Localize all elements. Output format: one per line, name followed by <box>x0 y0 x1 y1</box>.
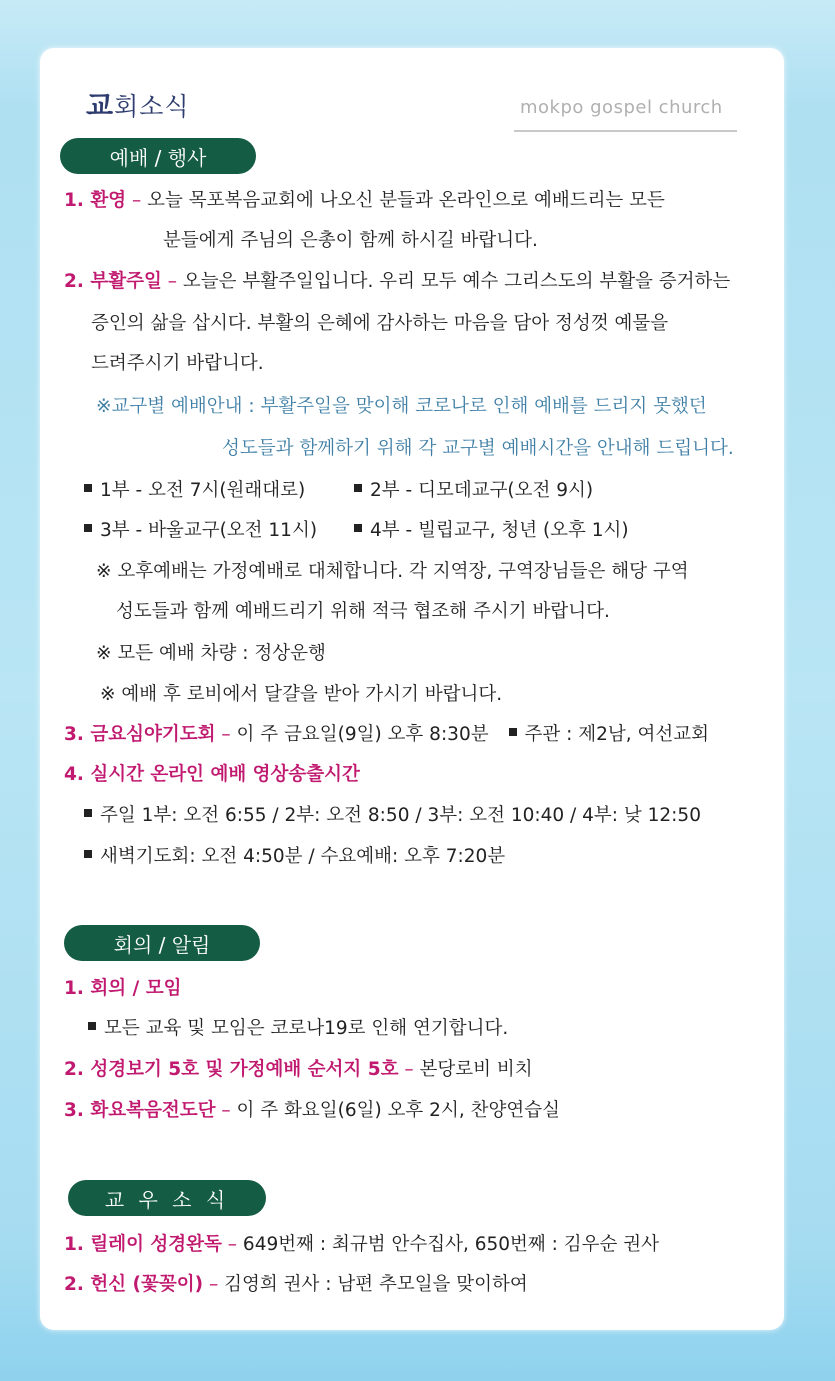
dash: – <box>227 1234 243 1255</box>
district-note-1: ※교구별 예배안내 : 부활주일을 맞이해 코로나로 인해 예배를 드리지 못했던 <box>96 396 707 417</box>
item-text: 이 주 금요일(9일) 오후 8:30분 <box>236 724 489 745</box>
members-item-2 <box>64 1276 528 1295</box>
meeting-item-3 <box>64 1102 560 1121</box>
header-rule <box>514 130 737 132</box>
service-1 <box>84 482 305 501</box>
title-initial: 교 <box>86 89 115 122</box>
broadcast-text: 새벽기도회: 오전 4:50분 / 수요예배: 오후 7:20분 <box>100 846 506 867</box>
item-title: 1. 릴레이 성경완독 <box>64 1234 222 1255</box>
service-text: 4부 - 빌립교구, 청년 (오후 1시) <box>370 520 629 541</box>
remark-1a: ※ 오후예배는 가정예배로 대체합니다. 각 지역장, 구역장님들은 해당 구역 <box>96 561 689 582</box>
broadcast-line-1 <box>84 807 701 826</box>
bullet-square <box>354 484 362 492</box>
worship-item-4: 4. 실시간 온라인 예배 영상송출시간 <box>64 764 360 785</box>
bullet-text: 모든 교육 및 모임은 코로나19로 인해 연기합니다. <box>104 1018 509 1039</box>
meeting-item-2 <box>64 1061 533 1080</box>
item-title: 2. 부활주일 <box>64 271 162 292</box>
remark-1b: 성도들과 함께 예배드리기 위해 적극 협조해 주시기 바랍니다. <box>116 601 610 622</box>
section-pill-members: 교 우 소 식 <box>68 1180 266 1216</box>
item-text: 오늘 목포복음교회에 나오신 분들과 온라인으로 예배드리는 모든 <box>147 190 665 211</box>
item-title: 3. 화요복음전도단 <box>64 1100 216 1121</box>
item-title: 3. 금요심야기도회 <box>64 724 216 745</box>
item-text: 본당로비 비치 <box>419 1059 533 1080</box>
service-3 <box>84 522 317 541</box>
bullet-square <box>84 524 92 532</box>
section-pill-worship: 예배 / 행사 <box>60 138 256 174</box>
district-note-2: 성도들과 함께하기 위해 각 교구별 예배시간을 안내해 드립니다. <box>222 438 734 459</box>
worship-item-2-cont2: 드려주시기 바랍니다. <box>91 353 264 374</box>
meeting-item-1: 1. 회의 / 모임 <box>64 978 182 999</box>
dash: – <box>167 271 183 292</box>
remark-3: ※ 예배 후 로비에서 달걀을 받아 가시기 바랍니다. <box>100 684 503 705</box>
dash: – <box>221 1100 237 1121</box>
bullet-square <box>88 1022 96 1030</box>
item-text: 김영희 권사 : 남편 추모일을 맞이하여 <box>224 1274 528 1295</box>
bullet-square <box>509 728 517 736</box>
meeting-bullet <box>88 1020 508 1039</box>
worship-item-2 <box>64 273 730 292</box>
section-pill-meeting: 회의 / 알림 <box>64 925 260 961</box>
title-rest: 회소식 <box>114 92 190 121</box>
dash: – <box>131 190 148 211</box>
dash: – <box>208 1274 225 1295</box>
worship-item-1-cont: 분들에게 주님의 은총이 함께 하시길 바랍니다. <box>163 230 538 251</box>
bullet-square <box>354 524 362 532</box>
service-text: 2부 - 디모데교구(오전 9시) <box>370 480 594 501</box>
item-title: 2. 헌신 (꽃꽂이) <box>64 1274 204 1295</box>
bullet-square <box>84 809 92 817</box>
extra-text: 주관 : 제2남, 여선교회 <box>524 724 709 745</box>
church-tagline: mokpo gospel church <box>520 97 723 118</box>
members-item-1 <box>64 1236 659 1255</box>
dash: – <box>404 1059 420 1080</box>
service-4 <box>354 522 629 541</box>
service-text: 3부 - 바울교구(오전 11시) <box>100 520 318 541</box>
bullet-square <box>84 484 92 492</box>
service-2 <box>354 482 593 501</box>
item-title: 1. 환영 <box>64 190 127 211</box>
dash: – <box>221 724 237 745</box>
worship-item-1 <box>64 192 665 211</box>
service-text: 1부 - 오전 7시(원래대로) <box>100 480 306 501</box>
item-extra <box>509 724 710 745</box>
item-text: 649번째 : 최규범 안수집사, 650번째 : 김우순 권사 <box>242 1234 659 1255</box>
item-text: 이 주 화요일(6일) 오후 2시, 찬양연습실 <box>236 1100 560 1121</box>
bulletin-title <box>86 84 190 124</box>
remark-2: ※ 모든 예배 차량 : 정상운행 <box>96 643 326 664</box>
worship-item-2-cont1: 증인의 삶을 삽시다. 부활의 은혜에 감사하는 마음을 담아 정성껏 예물을 <box>91 313 669 334</box>
worship-item-3 <box>64 726 709 745</box>
item-title: 2. 성경보기 5호 및 가정예배 순서지 5호 <box>64 1059 399 1080</box>
bullet-square <box>84 850 92 858</box>
broadcast-line-2 <box>84 848 505 867</box>
broadcast-text: 주일 1부: 오전 6:55 / 2부: 오전 8:50 / 3부: 오전 10:40 / 4부: 낮 12:50 <box>100 805 701 826</box>
item-text: 오늘은 부활주일입니다. 우리 모두 예수 그리스도의 부활을 증거하는 <box>182 271 731 292</box>
